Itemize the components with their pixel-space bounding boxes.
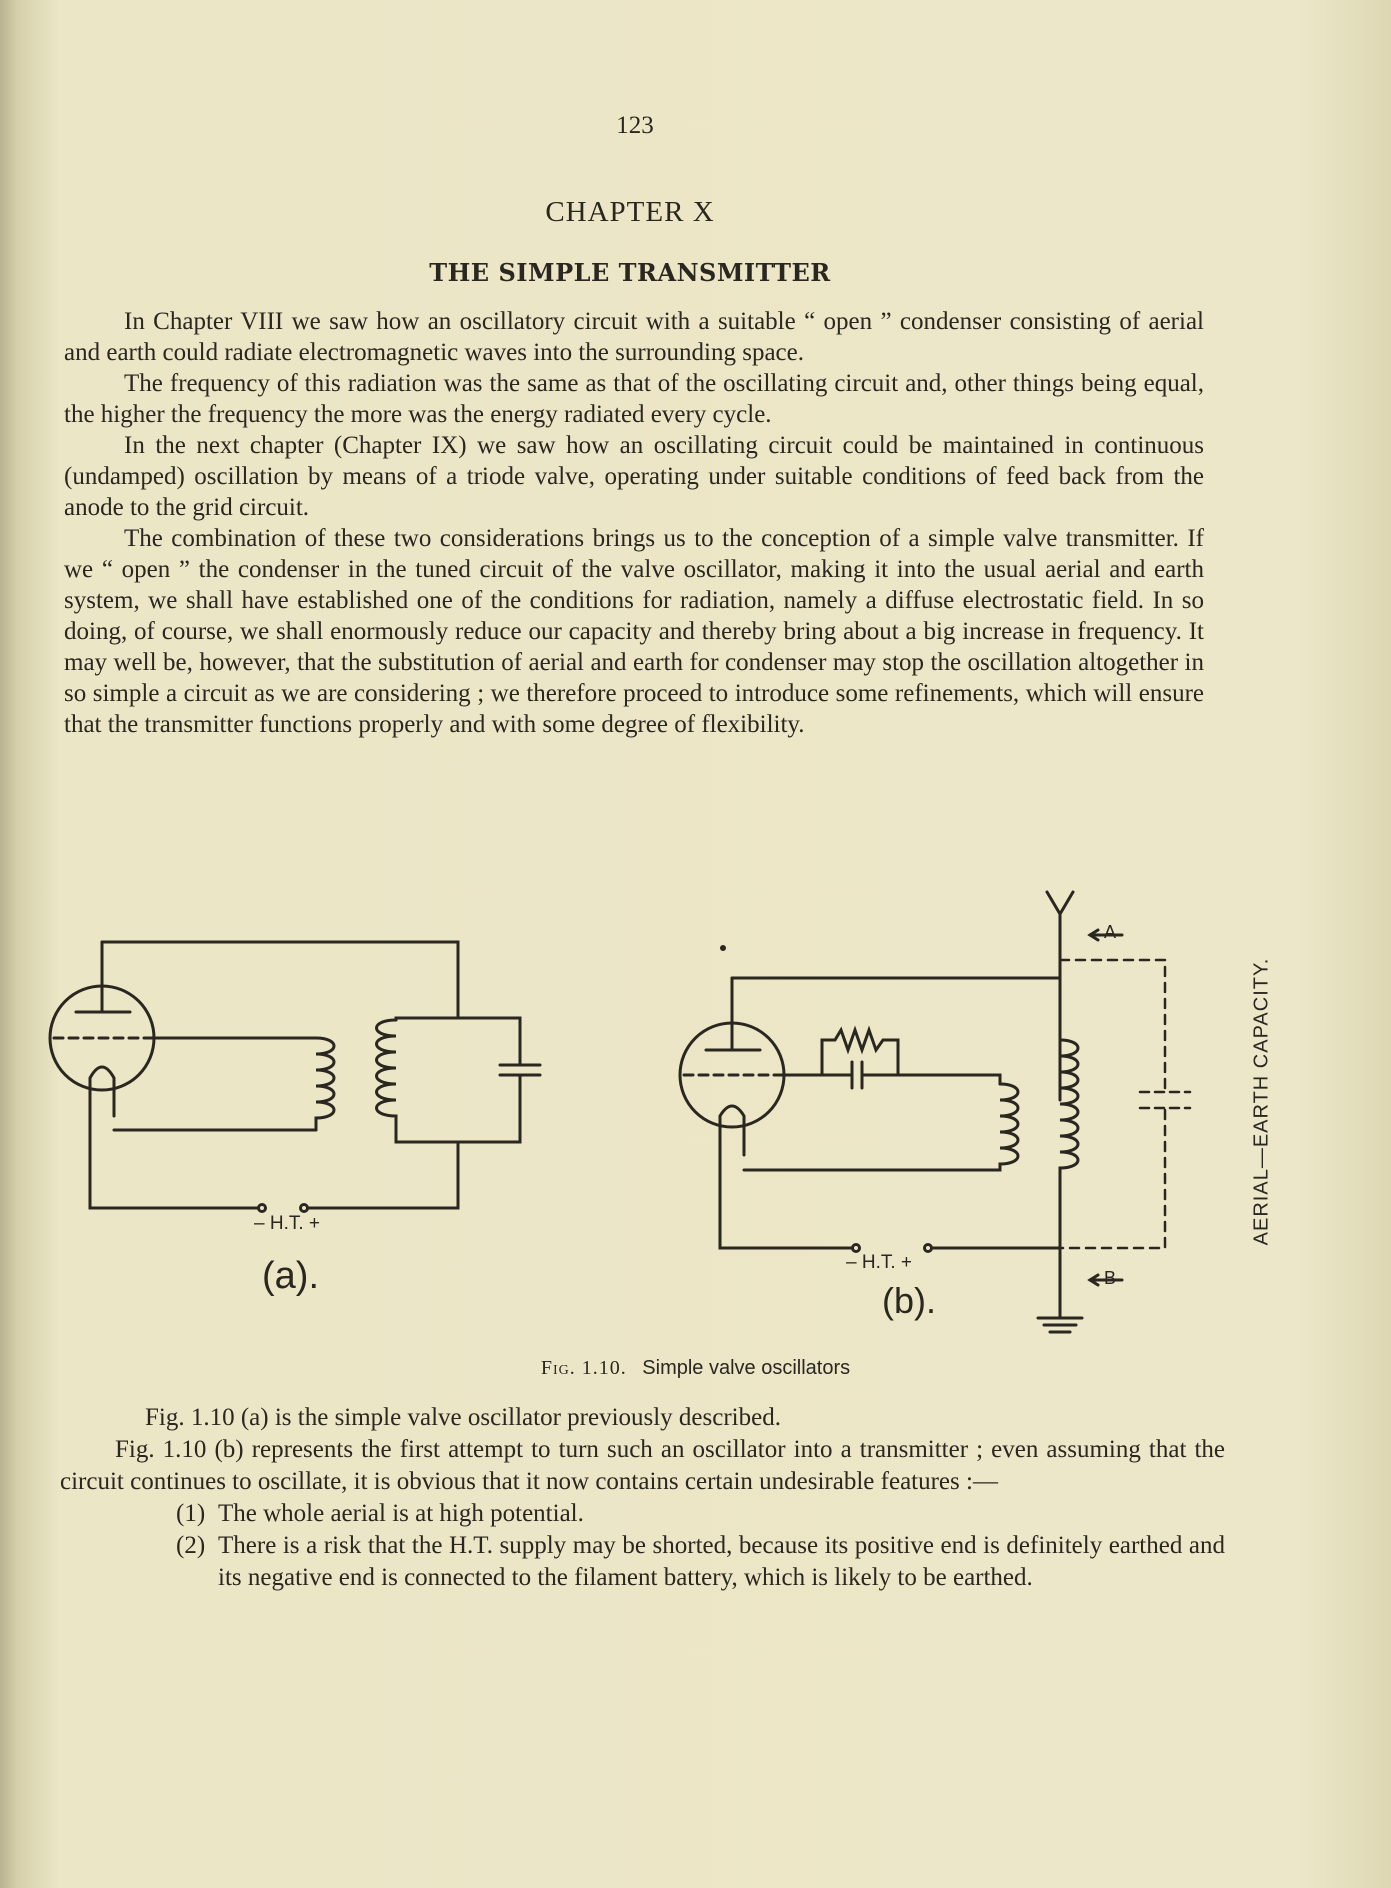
- list-item-number: (2): [176, 1532, 206, 1559]
- list-item-text: The whole aerial is at high potential.: [218, 1500, 584, 1527]
- ht-label-b: – H.T. +: [846, 1252, 912, 1273]
- lower-text: [60, 1402, 1225, 1594]
- dot: [720, 945, 726, 951]
- capacity-dashed: [1060, 960, 1165, 1090]
- list-item: [176, 1498, 1225, 1530]
- tank-coil-a: [377, 1020, 397, 1130]
- caption-fig-number: Fig. 1.10.: [540, 1357, 627, 1379]
- ht-terminal: [853, 1245, 860, 1252]
- figure-label-a: (a).: [262, 1255, 319, 1297]
- list-item: [176, 1530, 1225, 1594]
- ht-terminal: [925, 1245, 932, 1252]
- paragraph: The frequency of this radiation was the same as that of the oscillating circuit and, other things being equal, the higher the frequency the more was the energy radiated every cycle.: [64, 370, 1204, 428]
- page-number: 123: [616, 112, 654, 139]
- circuit-figure: [40, 880, 1310, 1350]
- paragraph: In the next chapter (Chapter IX) we saw how an oscillating circuit could be maintained in continuous (undamped) oscillation by means of a triode valve, operating under suitable conditions of feed back from the anode to the grid circuit.: [64, 432, 1204, 521]
- wire: [102, 942, 458, 1018]
- wire: [396, 1018, 520, 1065]
- list-item-text: There is a risk that the H.T. supply may be shorted, because its positive end is definitely earthed and its negative end is connected to the filament battery, which is likely to be earthed.: [218, 1532, 1225, 1591]
- paragraph: The combination of these two considerations brings us to the conception of a simple valve transmitter. If we “ open ” the condenser in the tuned circuit of the valve oscillator, making it into the usual aerial and earth system, we shall have established one of the conditions for radiation, namely a diffuse electrostatic field. In so doing, of course, we shall enormously reduce our capacity and thereby bring about a big increase in frequency. It may well be, however, that the substitution of aerial and earth for condenser may stop the oscillation altogether in so simple a circuit as we are considering ; we therefore proceed to introduce some refinements, which will ensure that the transmitter functions properly and with some degree of flexibility.: [64, 525, 1204, 738]
- filament-b: [720, 1106, 744, 1155]
- wire: [862, 1075, 1000, 1084]
- paragraph: Fig. 1.10 (b) represents the first attempt to turn such an oscillator into a transmitter ; even assuming that the circuit continues to oscillate, it is obvious that it now contains certain undesirable features :—: [60, 1436, 1225, 1495]
- figure-caption: [0, 1357, 1391, 1380]
- figure-label-b: (b).: [882, 1280, 936, 1321]
- circuit-a: [50, 942, 540, 1212]
- aerial-icon: [1047, 892, 1073, 914]
- chapter-title: THE SIMPLE TRANSMITTER: [429, 258, 831, 287]
- ht-terminal: [301, 1205, 308, 1212]
- wire: [458, 1075, 520, 1142]
- paragraph: Fig. 1.10 (a) is the simple valve oscillator previously described.: [145, 1404, 781, 1431]
- marker-a-label: A: [1104, 922, 1117, 942]
- circuit-diagram: [40, 880, 1310, 1350]
- grid-coil-a: [316, 1038, 334, 1130]
- chapter-heading: CHAPTER X: [545, 196, 715, 228]
- aerial-coil-b: [1060, 1040, 1078, 1248]
- grid-coil-b: [744, 1084, 1018, 1170]
- caption-text: Simple valve oscillators: [642, 1357, 851, 1379]
- capacity-label: AERIAL—EARTH CAPACITY.: [1250, 957, 1273, 1246]
- grid-leak-resistor: [822, 1030, 898, 1075]
- body-text: [64, 306, 1204, 740]
- circuit-b: [680, 892, 1190, 1332]
- list-item-number: (1): [176, 1500, 206, 1527]
- paragraph: In Chapter VIII we saw how an oscillatory circuit with a suitable “ open ” condenser consisting of aerial and earth could radiate electromagnetic waves into the surrounding space.: [64, 308, 1204, 366]
- wire: [308, 1130, 458, 1208]
- marker-b-label: B: [1104, 1268, 1117, 1288]
- ht-label-a: – H.T. +: [254, 1213, 320, 1234]
- ht-terminal: [259, 1205, 266, 1212]
